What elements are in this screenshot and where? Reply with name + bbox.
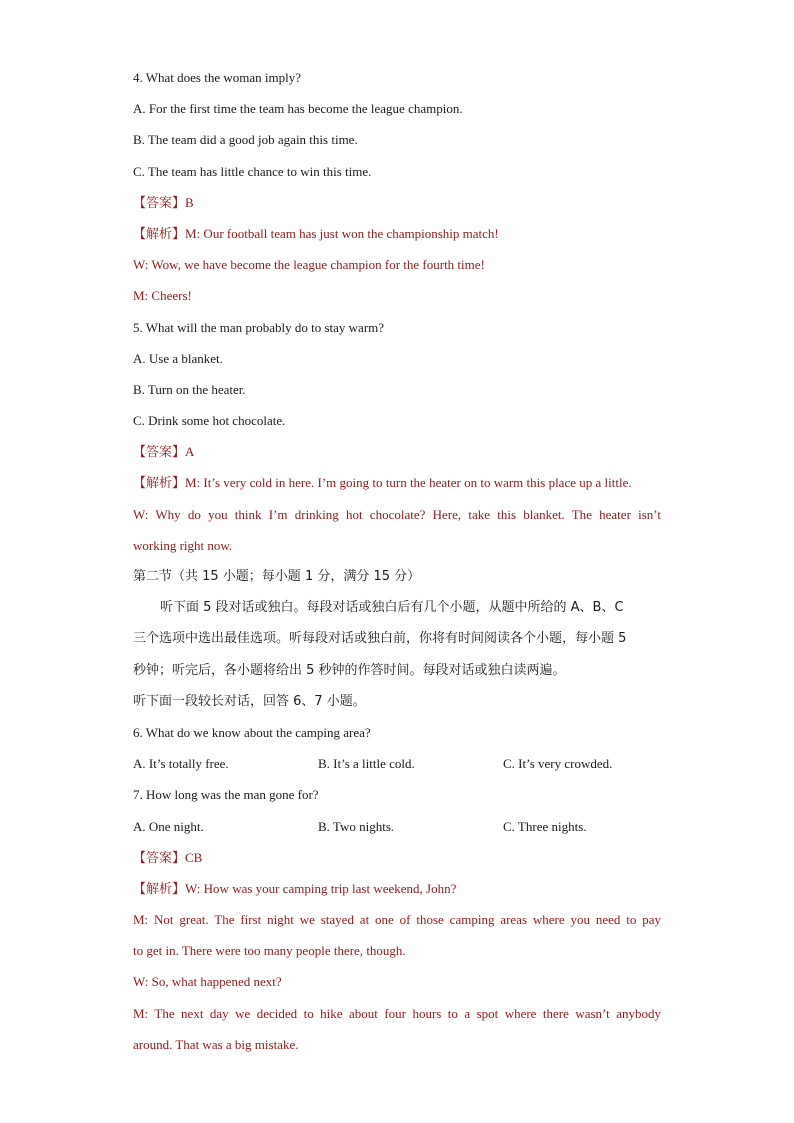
q6-options: [133, 748, 661, 779]
q7-option-c: C. Three nights.: [503, 818, 587, 834]
q7-script-line: M: Not great. The first night we stayed at one of those camping areas where you need to pay: [133, 912, 661, 928]
q7-script-line: to get in. There were too many people there, though.: [133, 943, 406, 959]
q7-option-b: B. Two nights.: [318, 818, 395, 834]
q5-script-line: W: Why do you think I’m drinking hot chocolate? Here, take this blanket. The heater isn’t: [133, 506, 661, 522]
analysis-tag: 【解析】: [133, 226, 186, 242]
q6-question: 6. What do we know about the camping area?: [133, 724, 371, 740]
q7-answer-value: CB: [185, 849, 203, 865]
section-instruction: 听下面 5 段对话或独白。每段对话或独白后有几个小题，从题中所给的 A、B、C: [160, 600, 624, 616]
q4-script-line: W: Wow, we have become the league champion for the fourth time!: [133, 257, 485, 273]
q7-answer: [133, 842, 661, 873]
analysis-tag: 【解析】: [133, 881, 186, 897]
q4-script-line: M: Our football team has just won the championship match!: [185, 225, 499, 241]
q4-option-a: A. For the first time the team has become the league champion.: [133, 101, 463, 117]
q6-option-a: A. It’s totally free.: [133, 756, 229, 772]
q6-option-b: B. It’s a little cold.: [318, 756, 415, 772]
q7-option-a: A. One night.: [133, 818, 204, 834]
q7-script-line: M: The next day we decided to hike about four hours to a spot where there wasn’t anybody: [133, 1005, 661, 1021]
q5-script-line: working right now.: [133, 537, 233, 553]
q5-answer-value: A: [185, 444, 195, 460]
q7-question: 7. How long was the man gone for?: [133, 787, 319, 803]
q5-script-line: M: It’s very cold in here. I’m going to turn the heater on to warm this place up a little.: [185, 475, 632, 491]
section-heading: 第二节（共 15 小题；每小题 1 分，满分 15 分）: [133, 569, 421, 584]
q7-script-line: around. That was a big mistake.: [133, 1036, 299, 1052]
sub-instruction: 听下面一段较长对话，回答 6、7 小题。: [133, 693, 366, 709]
q5-analysis: [133, 467, 661, 498]
q7-script-line: W: So, what happened next?: [133, 974, 282, 990]
q5-option-a: A. Use a blanket.: [133, 350, 223, 366]
q6-option-c: C. It’s very crowded.: [503, 756, 613, 772]
answer-tag: 【答案】: [133, 445, 186, 461]
q4-answer-value: B: [185, 194, 194, 210]
answer-tag: 【答案】: [133, 850, 186, 866]
q5-option-c: C. Drink some hot chocolate.: [133, 413, 286, 429]
q7-script-line: W: How was your camping trip last weekend, John?: [185, 880, 457, 896]
analysis-tag: 【解析】: [133, 476, 186, 492]
answer-tag: 【答案】: [133, 195, 186, 211]
q5-answer: [133, 436, 661, 467]
q4-answer: [133, 187, 661, 218]
q5-question: 5. What will the man probably do to stay warm?: [133, 319, 385, 335]
q4-script-line: M: Cheers!: [133, 288, 192, 304]
q7-options: [133, 811, 661, 842]
q4-analysis: [133, 218, 661, 249]
section-instruction: 秒钟；听完后，各小题将给出 5 秒钟的作答时间。每段对话或独白读两遍。: [133, 662, 566, 678]
q4-option-b: B. The team did a good job again this time.: [133, 132, 358, 148]
q5-option-b: B. Turn on the heater.: [133, 381, 246, 397]
q4-option-c: C. The team has little chance to win this time.: [133, 163, 372, 179]
section-instruction: 三个选项中选出最佳选项。听每段对话或独白前，你将有时间阅读各个小题，每小题 5: [133, 631, 627, 647]
q4-question: 4. What does the woman imply?: [133, 70, 302, 85]
q7-analysis: [133, 873, 661, 904]
document-page: [133, 62, 661, 1060]
